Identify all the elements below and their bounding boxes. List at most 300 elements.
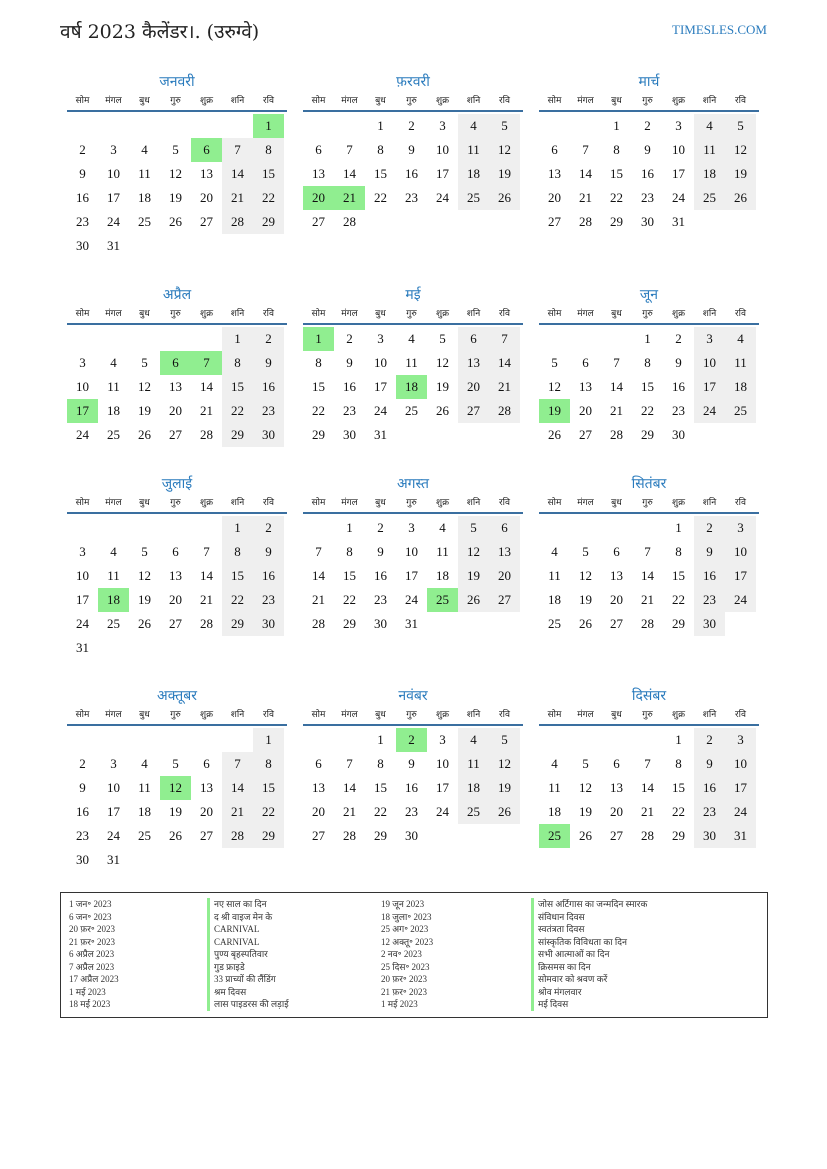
day-cell[interactable]: 30 xyxy=(641,214,654,229)
day-cell[interactable]: 13 xyxy=(169,379,182,394)
day-cell[interactable]: 11 xyxy=(138,780,151,795)
day-cell[interactable]: 15 xyxy=(253,776,284,800)
day-cell[interactable]: 9 xyxy=(79,166,86,181)
day-cell[interactable]: 4 xyxy=(408,331,415,346)
day-cell[interactable]: 3 xyxy=(110,756,117,771)
day-cell[interactable]: 28 xyxy=(222,824,253,848)
day-cell[interactable]: 21 xyxy=(200,403,213,418)
day-cell[interactable]: 16 xyxy=(672,379,685,394)
day-cell[interactable]: 12 xyxy=(579,568,592,583)
holiday-day-cell[interactable]: 21 xyxy=(334,186,365,210)
day-cell[interactable]: 25 xyxy=(107,616,120,631)
day-cell[interactable]: 4 xyxy=(551,544,558,559)
day-cell[interactable]: 17 xyxy=(436,780,449,795)
day-cell[interactable]: 8 xyxy=(377,756,384,771)
day-cell[interactable]: 21 xyxy=(579,190,592,205)
day-cell[interactable]: 9 xyxy=(694,752,725,776)
day-cell[interactable]: 4 xyxy=(141,142,148,157)
day-cell[interactable]: 21 xyxy=(222,186,253,210)
day-cell[interactable]: 30 xyxy=(405,828,418,843)
day-cell[interactable]: 19 xyxy=(138,592,151,607)
day-cell[interactable]: 8 xyxy=(675,544,682,559)
day-cell[interactable]: 23 xyxy=(405,190,418,205)
day-cell[interactable]: 26 xyxy=(169,828,182,843)
day-cell[interactable]: 16 xyxy=(405,166,418,181)
day-cell[interactable]: 18 xyxy=(458,162,489,186)
day-cell[interactable]: 3 xyxy=(675,118,682,133)
day-cell[interactable]: 11 xyxy=(107,379,120,394)
day-cell[interactable]: 24 xyxy=(725,800,756,824)
day-cell[interactable]: 22 xyxy=(641,403,654,418)
day-cell[interactable]: 27 xyxy=(312,214,325,229)
day-cell[interactable]: 28 xyxy=(579,214,592,229)
day-cell[interactable]: 13 xyxy=(489,540,520,564)
day-cell[interactable]: 29 xyxy=(253,824,284,848)
day-cell[interactable]: 27 xyxy=(610,828,623,843)
day-cell[interactable]: 31 xyxy=(107,238,120,253)
day-cell[interactable]: 17 xyxy=(107,190,120,205)
day-cell[interactable]: 26 xyxy=(489,186,520,210)
day-cell[interactable]: 9 xyxy=(644,142,651,157)
day-cell[interactable]: 23 xyxy=(76,214,89,229)
day-cell[interactable]: 13 xyxy=(610,780,623,795)
day-cell[interactable]: 2 xyxy=(694,516,725,540)
day-cell[interactable]: 22 xyxy=(222,399,253,423)
day-cell[interactable]: 5 xyxy=(172,142,179,157)
day-cell[interactable]: 14 xyxy=(222,776,253,800)
day-cell[interactable]: 23 xyxy=(253,588,284,612)
day-cell[interactable]: 12 xyxy=(436,355,449,370)
day-cell[interactable]: 20 xyxy=(579,403,592,418)
day-cell[interactable]: 1 xyxy=(253,728,284,752)
day-cell[interactable]: 5 xyxy=(725,114,756,138)
day-cell[interactable]: 22 xyxy=(253,800,284,824)
day-cell[interactable]: 16 xyxy=(253,564,284,588)
day-cell[interactable]: 26 xyxy=(579,828,592,843)
day-cell[interactable]: 19 xyxy=(489,162,520,186)
day-cell[interactable]: 27 xyxy=(458,399,489,423)
day-cell[interactable]: 13 xyxy=(169,568,182,583)
day-cell[interactable]: 9 xyxy=(675,355,682,370)
day-cell[interactable]: 13 xyxy=(579,379,592,394)
day-cell[interactable]: 16 xyxy=(253,375,284,399)
day-cell[interactable]: 20 xyxy=(312,804,325,819)
day-cell[interactable]: 30 xyxy=(253,612,284,636)
day-cell[interactable]: 29 xyxy=(222,423,253,447)
day-cell[interactable]: 1 xyxy=(222,516,253,540)
day-cell[interactable]: 21 xyxy=(200,592,213,607)
day-cell[interactable]: 15 xyxy=(374,780,387,795)
day-cell[interactable]: 10 xyxy=(107,780,120,795)
day-cell[interactable]: 20 xyxy=(489,564,520,588)
day-cell[interactable]: 19 xyxy=(169,190,182,205)
day-cell[interactable]: 16 xyxy=(694,776,725,800)
day-cell[interactable]: 22 xyxy=(253,186,284,210)
holiday-day-cell[interactable]: 17 xyxy=(67,399,98,423)
day-cell[interactable]: 9 xyxy=(79,780,86,795)
day-cell[interactable]: 19 xyxy=(169,804,182,819)
day-cell[interactable]: 11 xyxy=(548,568,561,583)
day-cell[interactable]: 26 xyxy=(725,186,756,210)
day-cell[interactable]: 3 xyxy=(408,520,415,535)
day-cell[interactable]: 28 xyxy=(641,828,654,843)
day-cell[interactable]: 27 xyxy=(548,214,561,229)
day-cell[interactable]: 14 xyxy=(641,780,654,795)
day-cell[interactable]: 11 xyxy=(107,568,120,583)
day-cell[interactable]: 20 xyxy=(200,804,213,819)
day-cell[interactable]: 24 xyxy=(107,214,120,229)
day-cell[interactable]: 25 xyxy=(725,399,756,423)
holiday-day-cell[interactable]: 2 xyxy=(396,728,427,752)
day-cell[interactable]: 18 xyxy=(548,804,561,819)
day-cell[interactable]: 8 xyxy=(377,142,384,157)
day-cell[interactable]: 4 xyxy=(694,114,725,138)
day-cell[interactable]: 24 xyxy=(436,190,449,205)
day-cell[interactable]: 30 xyxy=(374,616,387,631)
day-cell[interactable]: 5 xyxy=(439,331,446,346)
day-cell[interactable]: 17 xyxy=(436,166,449,181)
day-cell[interactable]: 21 xyxy=(222,800,253,824)
day-cell[interactable]: 1 xyxy=(675,520,682,535)
day-cell[interactable]: 26 xyxy=(579,616,592,631)
site-link[interactable]: TIMESLES.COM xyxy=(672,22,767,37)
day-cell[interactable]: 13 xyxy=(312,780,325,795)
day-cell[interactable]: 6 xyxy=(551,142,558,157)
day-cell[interactable]: 20 xyxy=(548,190,561,205)
day-cell[interactable]: 30 xyxy=(672,427,685,442)
day-cell[interactable]: 6 xyxy=(613,544,620,559)
day-cell[interactable]: 11 xyxy=(458,752,489,776)
day-cell[interactable]: 29 xyxy=(610,214,623,229)
day-cell[interactable]: 23 xyxy=(405,804,418,819)
day-cell[interactable]: 7 xyxy=(613,355,620,370)
day-cell[interactable]: 24 xyxy=(672,190,685,205)
day-cell[interactable]: 7 xyxy=(644,544,651,559)
day-cell[interactable]: 7 xyxy=(346,756,353,771)
day-cell[interactable]: 22 xyxy=(343,592,356,607)
day-cell[interactable]: 9 xyxy=(346,355,353,370)
day-cell[interactable]: 14 xyxy=(200,568,213,583)
day-cell[interactable]: 3 xyxy=(694,327,725,351)
day-cell[interactable]: 5 xyxy=(141,544,148,559)
day-cell[interactable]: 25 xyxy=(138,828,151,843)
day-cell[interactable]: 14 xyxy=(222,162,253,186)
day-cell[interactable]: 11 xyxy=(725,351,756,375)
day-cell[interactable]: 14 xyxy=(489,351,520,375)
day-cell[interactable]: 10 xyxy=(725,752,756,776)
day-cell[interactable]: 23 xyxy=(694,800,725,824)
day-cell[interactable]: 28 xyxy=(200,427,213,442)
day-cell[interactable]: 27 xyxy=(312,828,325,843)
day-cell[interactable]: 19 xyxy=(138,403,151,418)
day-cell[interactable]: 16 xyxy=(343,379,356,394)
day-cell[interactable]: 24 xyxy=(374,403,387,418)
day-cell[interactable]: 28 xyxy=(343,828,356,843)
day-cell[interactable]: 15 xyxy=(610,166,623,181)
day-cell[interactable]: 13 xyxy=(200,780,213,795)
day-cell[interactable]: 28 xyxy=(343,214,356,229)
day-cell[interactable]: 7 xyxy=(582,142,589,157)
day-cell[interactable]: 14 xyxy=(343,166,356,181)
day-cell[interactable]: 16 xyxy=(76,804,89,819)
day-cell[interactable]: 1 xyxy=(613,118,620,133)
day-cell[interactable]: 29 xyxy=(253,210,284,234)
day-cell[interactable]: 27 xyxy=(169,616,182,631)
day-cell[interactable]: 2 xyxy=(79,756,86,771)
day-cell[interactable]: 12 xyxy=(138,568,151,583)
day-cell[interactable]: 18 xyxy=(694,162,725,186)
day-cell[interactable]: 13 xyxy=(610,568,623,583)
day-cell[interactable]: 25 xyxy=(694,186,725,210)
day-cell[interactable]: 30 xyxy=(76,852,89,867)
day-cell[interactable]: 31 xyxy=(405,616,418,631)
day-cell[interactable]: 27 xyxy=(579,427,592,442)
day-cell[interactable]: 17 xyxy=(725,564,756,588)
day-cell[interactable]: 10 xyxy=(76,568,89,583)
day-cell[interactable]: 22 xyxy=(374,804,387,819)
day-cell[interactable]: 6 xyxy=(582,355,589,370)
day-cell[interactable]: 14 xyxy=(200,379,213,394)
day-cell[interactable]: 27 xyxy=(169,427,182,442)
day-cell[interactable]: 25 xyxy=(458,800,489,824)
day-cell[interactable]: 10 xyxy=(725,540,756,564)
day-cell[interactable]: 17 xyxy=(725,776,756,800)
day-cell[interactable]: 23 xyxy=(343,403,356,418)
day-cell[interactable]: 15 xyxy=(672,568,685,583)
day-cell[interactable]: 4 xyxy=(725,327,756,351)
day-cell[interactable]: 12 xyxy=(579,780,592,795)
day-cell[interactable]: 5 xyxy=(582,756,589,771)
day-cell[interactable]: 23 xyxy=(672,403,685,418)
day-cell[interactable]: 8 xyxy=(222,540,253,564)
day-cell[interactable]: 7 xyxy=(203,544,210,559)
day-cell[interactable]: 21 xyxy=(641,804,654,819)
day-cell[interactable]: 9 xyxy=(253,351,284,375)
day-cell[interactable]: 17 xyxy=(374,379,387,394)
day-cell[interactable]: 10 xyxy=(694,351,725,375)
day-cell[interactable]: 9 xyxy=(253,540,284,564)
day-cell[interactable]: 7 xyxy=(315,544,322,559)
day-cell[interactable]: 14 xyxy=(579,166,592,181)
day-cell[interactable]: 18 xyxy=(725,375,756,399)
day-cell[interactable]: 25 xyxy=(405,403,418,418)
holiday-day-cell[interactable]: 25 xyxy=(539,824,570,848)
day-cell[interactable]: 14 xyxy=(641,568,654,583)
day-cell[interactable]: 11 xyxy=(436,544,449,559)
day-cell[interactable]: 2 xyxy=(408,118,415,133)
day-cell[interactable]: 29 xyxy=(672,616,685,631)
day-cell[interactable]: 3 xyxy=(725,728,756,752)
day-cell[interactable]: 23 xyxy=(253,399,284,423)
holiday-day-cell[interactable]: 19 xyxy=(539,399,570,423)
day-cell[interactable]: 7 xyxy=(222,138,253,162)
day-cell[interactable]: 30 xyxy=(343,427,356,442)
day-cell[interactable]: 4 xyxy=(458,728,489,752)
day-cell[interactable]: 18 xyxy=(138,804,151,819)
day-cell[interactable]: 15 xyxy=(374,166,387,181)
day-cell[interactable]: 12 xyxy=(489,752,520,776)
day-cell[interactable]: 26 xyxy=(169,214,182,229)
day-cell[interactable]: 12 xyxy=(169,166,182,181)
day-cell[interactable]: 9 xyxy=(694,540,725,564)
day-cell[interactable]: 13 xyxy=(200,166,213,181)
holiday-day-cell[interactable]: 20 xyxy=(303,186,334,210)
day-cell[interactable]: 20 xyxy=(458,375,489,399)
day-cell[interactable]: 7 xyxy=(346,142,353,157)
holiday-day-cell[interactable]: 1 xyxy=(253,114,284,138)
day-cell[interactable]: 3 xyxy=(79,544,86,559)
day-cell[interactable]: 18 xyxy=(436,568,449,583)
day-cell[interactable]: 15 xyxy=(253,162,284,186)
day-cell[interactable]: 31 xyxy=(107,852,120,867)
day-cell[interactable]: 23 xyxy=(76,828,89,843)
day-cell[interactable]: 6 xyxy=(203,756,210,771)
day-cell[interactable]: 10 xyxy=(405,544,418,559)
day-cell[interactable]: 8 xyxy=(222,351,253,375)
day-cell[interactable]: 22 xyxy=(374,190,387,205)
day-cell[interactable]: 25 xyxy=(107,427,120,442)
day-cell[interactable]: 6 xyxy=(613,756,620,771)
day-cell[interactable]: 30 xyxy=(694,824,725,848)
day-cell[interactable]: 13 xyxy=(458,351,489,375)
day-cell[interactable]: 15 xyxy=(222,375,253,399)
day-cell[interactable]: 7 xyxy=(222,752,253,776)
day-cell[interactable]: 8 xyxy=(613,142,620,157)
day-cell[interactable]: 3 xyxy=(725,516,756,540)
day-cell[interactable]: 19 xyxy=(458,564,489,588)
day-cell[interactable]: 28 xyxy=(222,210,253,234)
day-cell[interactable]: 9 xyxy=(377,544,384,559)
day-cell[interactable]: 27 xyxy=(200,214,213,229)
day-cell[interactable]: 3 xyxy=(439,732,446,747)
day-cell[interactable]: 15 xyxy=(343,568,356,583)
day-cell[interactable]: 20 xyxy=(610,592,623,607)
day-cell[interactable]: 18 xyxy=(107,403,120,418)
day-cell[interactable]: 5 xyxy=(489,114,520,138)
day-cell[interactable]: 1 xyxy=(377,732,384,747)
holiday-day-cell[interactable]: 25 xyxy=(427,588,458,612)
day-cell[interactable]: 28 xyxy=(200,616,213,631)
day-cell[interactable]: 4 xyxy=(458,114,489,138)
day-cell[interactable]: 10 xyxy=(436,142,449,157)
day-cell[interactable]: 9 xyxy=(408,142,415,157)
day-cell[interactable]: 8 xyxy=(253,138,284,162)
day-cell[interactable]: 11 xyxy=(694,138,725,162)
day-cell[interactable]: 8 xyxy=(346,544,353,559)
day-cell[interactable]: 29 xyxy=(672,828,685,843)
day-cell[interactable]: 4 xyxy=(110,355,117,370)
day-cell[interactable]: 6 xyxy=(458,327,489,351)
day-cell[interactable]: 24 xyxy=(405,592,418,607)
day-cell[interactable]: 6 xyxy=(315,142,322,157)
day-cell[interactable]: 12 xyxy=(725,138,756,162)
day-cell[interactable]: 2 xyxy=(694,728,725,752)
day-cell[interactable]: 27 xyxy=(200,828,213,843)
day-cell[interactable]: 8 xyxy=(315,355,322,370)
day-cell[interactable]: 2 xyxy=(644,118,651,133)
day-cell[interactable]: 24 xyxy=(76,616,89,631)
day-cell[interactable]: 5 xyxy=(551,355,558,370)
day-cell[interactable]: 19 xyxy=(489,776,520,800)
day-cell[interactable]: 18 xyxy=(548,592,561,607)
day-cell[interactable]: 20 xyxy=(610,804,623,819)
day-cell[interactable]: 2 xyxy=(253,327,284,351)
day-cell[interactable]: 2 xyxy=(346,331,353,346)
day-cell[interactable]: 31 xyxy=(672,214,685,229)
day-cell[interactable]: 30 xyxy=(76,238,89,253)
day-cell[interactable]: 16 xyxy=(641,166,654,181)
day-cell[interactable]: 12 xyxy=(489,138,520,162)
day-cell[interactable]: 10 xyxy=(672,142,685,157)
day-cell[interactable]: 20 xyxy=(169,592,182,607)
day-cell[interactable]: 4 xyxy=(551,756,558,771)
day-cell[interactable]: 31 xyxy=(76,640,89,655)
day-cell[interactable]: 2 xyxy=(253,516,284,540)
day-cell[interactable]: 17 xyxy=(672,166,685,181)
day-cell[interactable]: 17 xyxy=(76,592,89,607)
day-cell[interactable]: 11 xyxy=(138,166,151,181)
day-cell[interactable]: 20 xyxy=(169,403,182,418)
day-cell[interactable]: 1 xyxy=(644,331,651,346)
day-cell[interactable]: 5 xyxy=(172,756,179,771)
day-cell[interactable]: 24 xyxy=(694,399,725,423)
day-cell[interactable]: 3 xyxy=(377,331,384,346)
day-cell[interactable]: 18 xyxy=(138,190,151,205)
day-cell[interactable]: 2 xyxy=(675,331,682,346)
day-cell[interactable]: 8 xyxy=(644,355,651,370)
day-cell[interactable]: 26 xyxy=(489,800,520,824)
holiday-day-cell[interactable]: 1 xyxy=(303,327,334,351)
holiday-day-cell[interactable]: 12 xyxy=(160,776,191,800)
holiday-day-cell[interactable]: 7 xyxy=(191,351,222,375)
holiday-day-cell[interactable]: 6 xyxy=(191,138,222,162)
day-cell[interactable]: 15 xyxy=(222,564,253,588)
day-cell[interactable]: 15 xyxy=(672,780,685,795)
day-cell[interactable]: 2 xyxy=(79,142,86,157)
day-cell[interactable]: 28 xyxy=(641,616,654,631)
day-cell[interactable]: 6 xyxy=(172,544,179,559)
day-cell[interactable]: 5 xyxy=(141,355,148,370)
day-cell[interactable]: 22 xyxy=(672,804,685,819)
day-cell[interactable]: 25 xyxy=(458,186,489,210)
day-cell[interactable]: 28 xyxy=(489,399,520,423)
day-cell[interactable]: 29 xyxy=(222,612,253,636)
day-cell[interactable]: 14 xyxy=(312,568,325,583)
day-cell[interactable]: 1 xyxy=(222,327,253,351)
day-cell[interactable]: 3 xyxy=(439,118,446,133)
day-cell[interactable]: 8 xyxy=(253,752,284,776)
day-cell[interactable]: 29 xyxy=(312,427,325,442)
day-cell[interactable]: 29 xyxy=(374,828,387,843)
day-cell[interactable]: 16 xyxy=(374,568,387,583)
day-cell[interactable]: 3 xyxy=(79,355,86,370)
day-cell[interactable]: 12 xyxy=(458,540,489,564)
day-cell[interactable]: 21 xyxy=(489,375,520,399)
day-cell[interactable]: 16 xyxy=(76,190,89,205)
day-cell[interactable]: 10 xyxy=(436,756,449,771)
day-cell[interactable]: 1 xyxy=(675,732,682,747)
day-cell[interactable]: 26 xyxy=(458,588,489,612)
day-cell[interactable]: 30 xyxy=(694,612,725,636)
day-cell[interactable]: 10 xyxy=(374,355,387,370)
day-cell[interactable]: 24 xyxy=(436,804,449,819)
day-cell[interactable]: 26 xyxy=(548,427,561,442)
day-cell[interactable]: 4 xyxy=(110,544,117,559)
day-cell[interactable]: 26 xyxy=(436,403,449,418)
day-cell[interactable]: 13 xyxy=(548,166,561,181)
day-cell[interactable]: 14 xyxy=(343,780,356,795)
day-cell[interactable]: 27 xyxy=(610,616,623,631)
